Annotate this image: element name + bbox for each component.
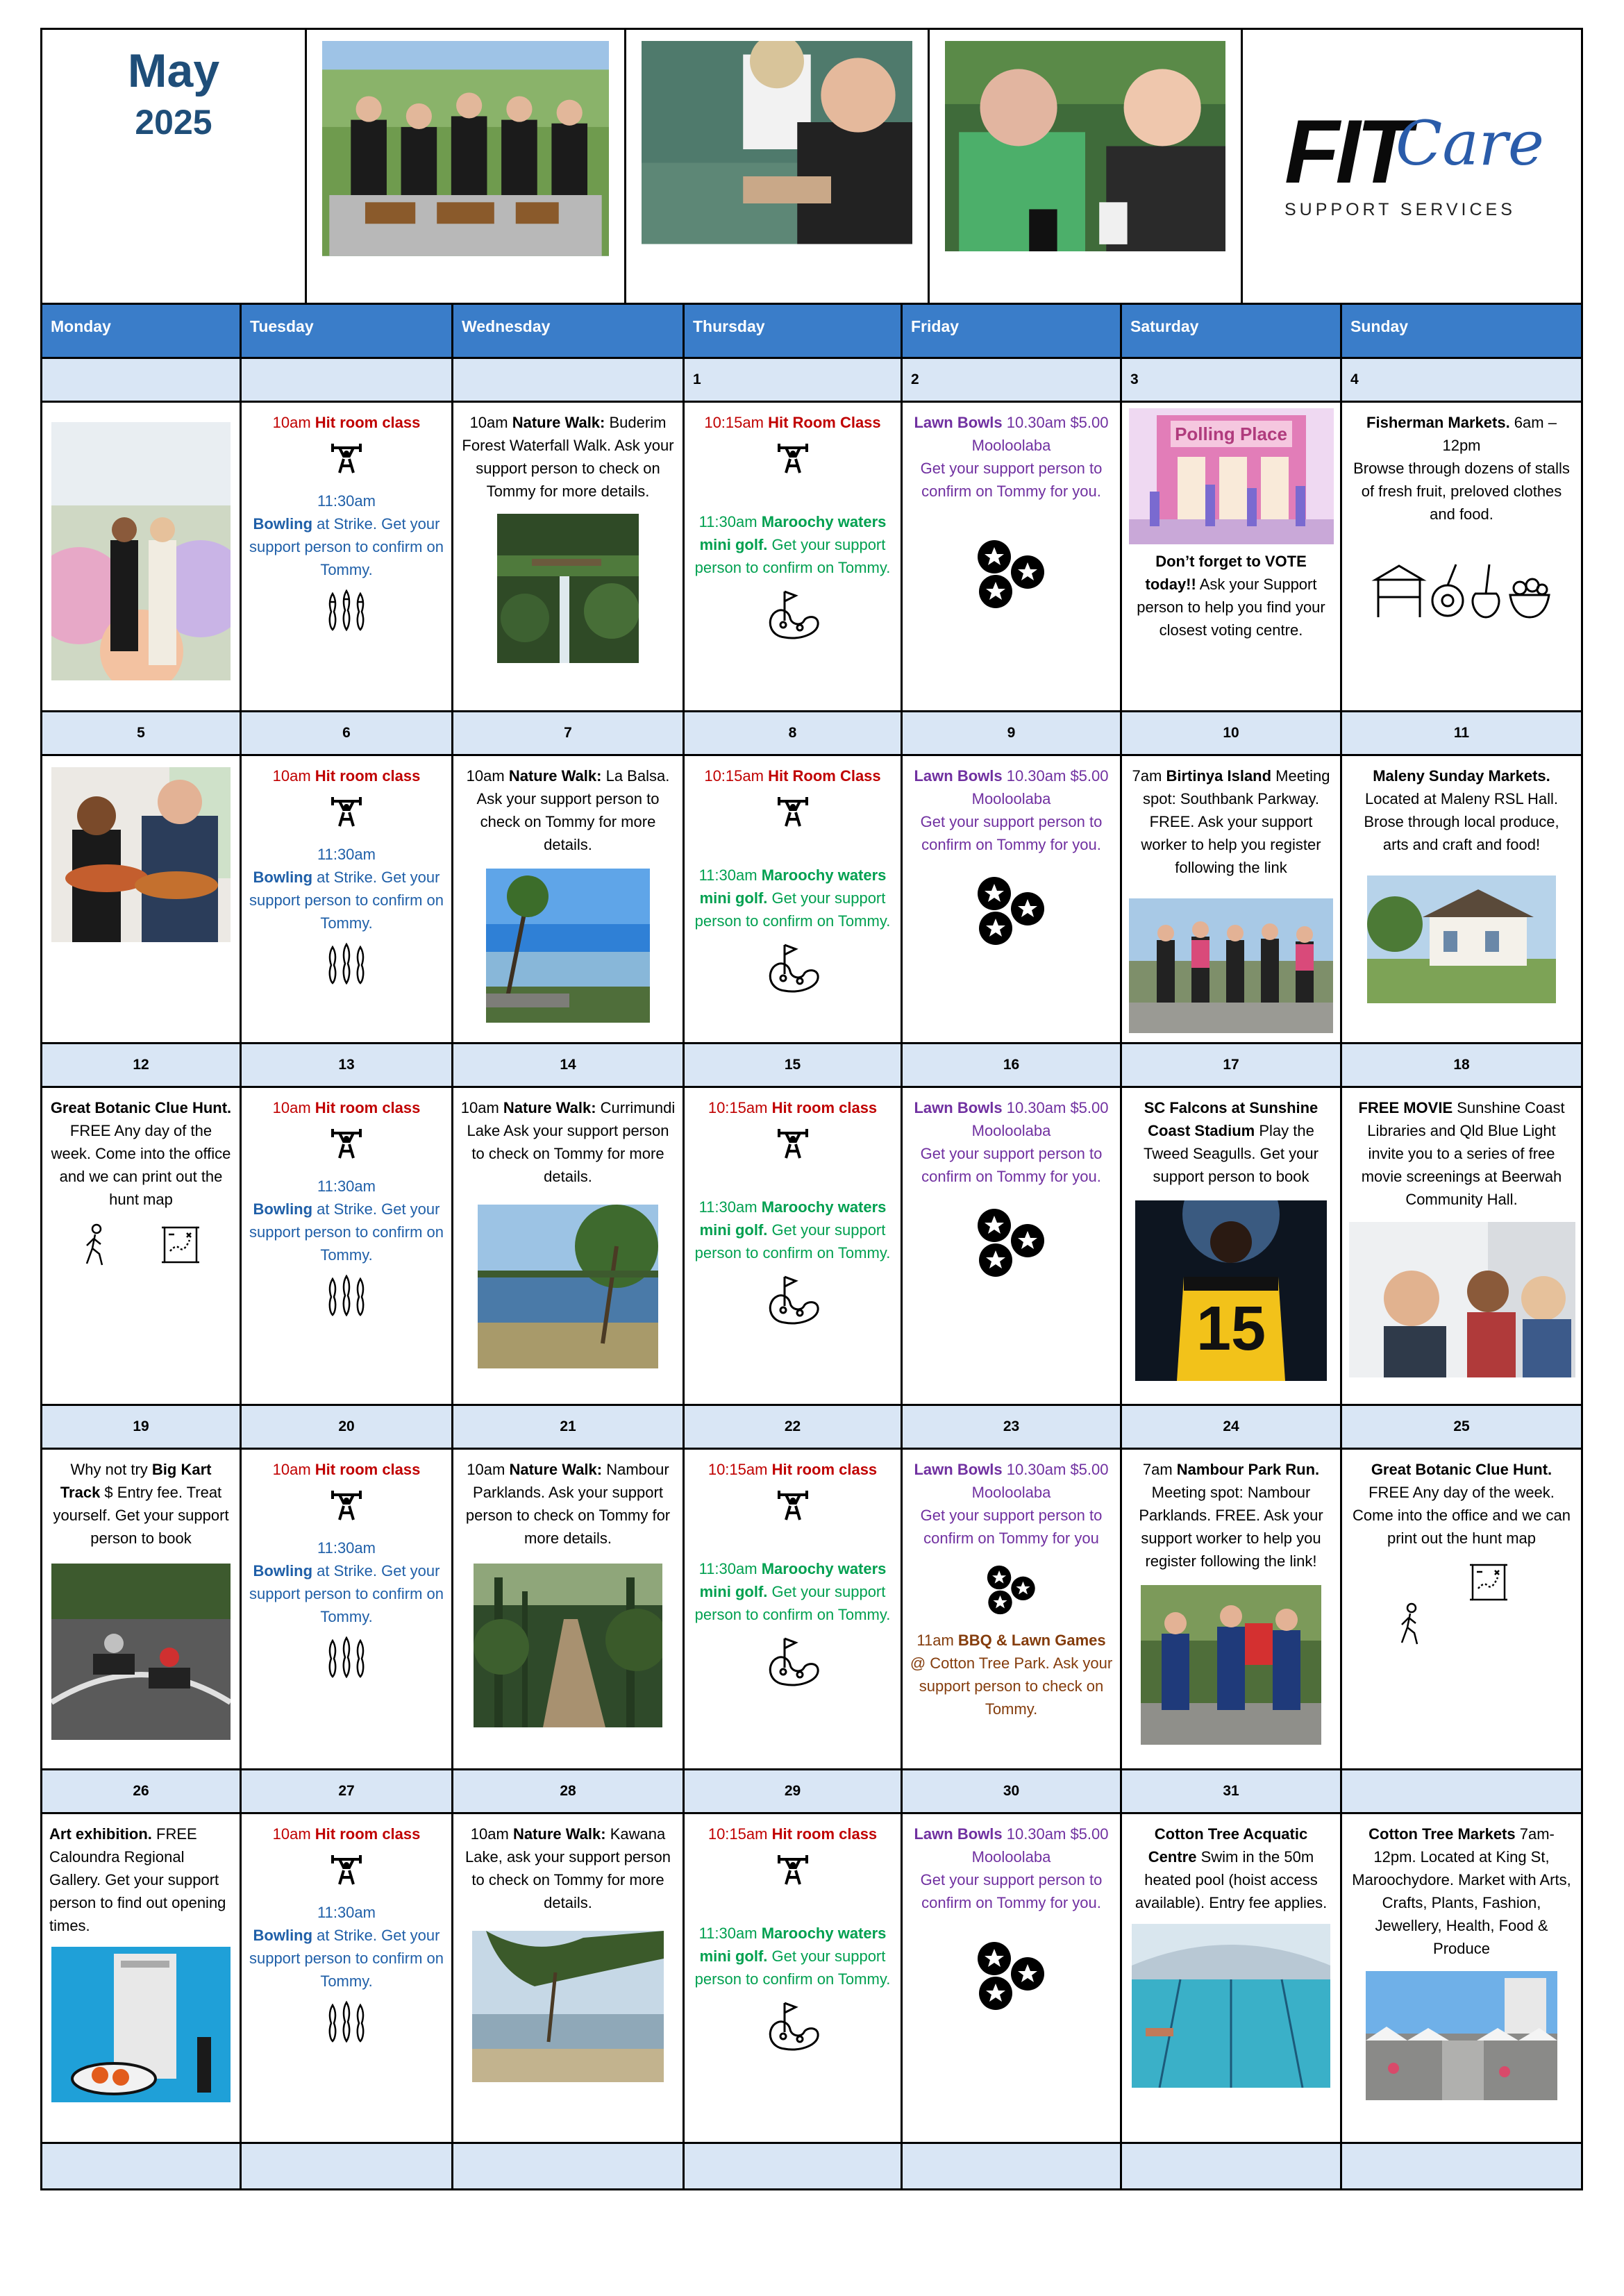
- rugby-player-photo: [1135, 1200, 1327, 1381]
- event-nature-walk: 10am Nature Walk: Currimundi Lake Ask your support person to check on Tommy for more details.: [460, 1099, 676, 1185]
- go-kart-photo: [51, 1564, 231, 1740]
- art-painting-photo: [51, 1947, 231, 2102]
- runners-photo: [1129, 898, 1333, 1033]
- event-bbq-lawn-games: 11am BBQ & Lawn Games @ Cotton Tree Park. Ask your support person to check on Tommy.: [910, 1632, 1113, 1718]
- date-number: 10: [1122, 712, 1342, 754]
- treasure-map-icon: [1467, 1561, 1510, 1604]
- currimundi-lake-photo: [478, 1205, 658, 1368]
- waterfall-photo: [497, 514, 639, 663]
- event-cell-fri: [903, 1088, 1122, 1404]
- date-number: 27: [242, 1770, 453, 1812]
- bowling-pins-icon: [324, 941, 369, 986]
- lawn-bowls-icon: [973, 1206, 1050, 1280]
- event-cell-thu: [685, 1814, 903, 2142]
- event-clue-hunt: Great Botanic Clue Hunt. FREE Any day of the week. Come into the office and we can print out the hunt map: [50, 1099, 232, 1208]
- mini-golf-icon: [764, 586, 822, 642]
- event-nature-walk: 10am Nature Walk: La Balsa. Ask your support person to check on Tommy for more details.: [466, 767, 670, 853]
- event-lawn-bowls: Lawn Bowls 10.30am $5.00 Mooloolaba Get your support person to confirm on Tommy for you.: [914, 1099, 1109, 1185]
- date-number: 22: [685, 1406, 903, 1448]
- mini-golf-icon: [764, 1271, 822, 1327]
- week1-events-row: [42, 403, 1581, 712]
- markets-photo: [1366, 1971, 1557, 2100]
- date-number: 6: [242, 712, 453, 754]
- event-cell-sun: [1342, 1814, 1581, 2142]
- event-cell-fri: [903, 756, 1122, 1042]
- event-bowling: 11:30am Bowling at Strike. Get your support person to confirm on Tommy.: [249, 1904, 444, 1990]
- header-photo-lake: [626, 30, 930, 303]
- event-nambour-park-run: 7am Nambour Park Run. Meeting spot: Nambour Parklands. FREE. Ask your support worker to help you register following the link!: [1139, 1461, 1323, 1570]
- event-mini-golf: 11:30am Maroochy waters mini golf. Get your support person to confirm on Tommy.: [694, 1560, 891, 1623]
- event-cell-fri: [903, 1814, 1122, 2142]
- week2-date-row: [42, 712, 1581, 756]
- event-cell-wed: [453, 1814, 685, 2142]
- date-number: 11: [1453, 725, 1470, 741]
- weightlifter-icon: [328, 794, 365, 830]
- date-number: 16: [903, 1044, 1122, 1086]
- event-art-exhibition: Art exhibition. FREE Caloundra Regional Gallery. Get your support person to find out opening times.: [49, 1825, 226, 1934]
- event-mini-golf: 11:30am Maroochy waters mini golf. Get your support person to confirm on Tommy.: [694, 1925, 891, 1988]
- bowling-pins-icon: [324, 588, 369, 632]
- date-number: 17: [1122, 1044, 1342, 1086]
- lawn-bowls-icon: [973, 874, 1050, 948]
- event-maleny-markets: Maleny Sunday Markets. Located at Maleny RSL Hall. Brose through local produce, arts and craft and food!: [1364, 767, 1559, 853]
- event-aquatic-centre: Cotton Tree Acquatic Centre Swim in the 50m heated pool (hoist access available). Entry fee applies.: [1135, 1825, 1328, 1911]
- date-number: 12: [42, 1044, 242, 1086]
- weekday-saturday: Saturday: [1122, 305, 1342, 357]
- weightlifter-icon: [775, 1852, 811, 1888]
- event-mini-golf: 11:30am Maroochy waters mini golf. Get your support person to confirm on Tommy.: [694, 866, 891, 930]
- event-hit-class: 10:15am Hit room class: [708, 1825, 878, 1843]
- event-cell-wed: [453, 756, 685, 1042]
- weekday-tuesday: Tuesday: [242, 305, 453, 357]
- market-stall-icon: [1371, 559, 1552, 621]
- polling-place-illustration: [1129, 408, 1334, 544]
- event-lawn-bowls: Lawn Bowls 10.30am $5.00 Mooloolaba Get your support person to confirm on Tommy for you: [914, 1461, 1109, 1547]
- event-cell-fri: [903, 1450, 1122, 1768]
- event-cell-mon: [42, 1088, 242, 1404]
- event-hit-class: 10:15am Hit room class: [708, 1461, 878, 1478]
- la-balsa-photo: [486, 869, 650, 1023]
- date-number: 5: [42, 712, 242, 754]
- event-fisherman-markets: Fisherman Markets. 6am – 12pm Browse through dozens of stalls of fresh fruit, preloved clothes and food.: [1353, 414, 1570, 523]
- date-number: 31: [1122, 1770, 1342, 1812]
- event-cell-fri: [903, 403, 1122, 710]
- bowling-pins-icon: [324, 1635, 369, 1679]
- date-number: [453, 359, 685, 401]
- event-cell-thu: [685, 756, 903, 1042]
- event-hit-class: 10am Hit room class: [272, 1461, 421, 1478]
- event-cell-mon: [42, 1814, 242, 2142]
- event-cell-sun: [1342, 403, 1581, 710]
- date-number: 20: [242, 1406, 453, 1448]
- fitcare-logo: [1243, 30, 1581, 303]
- weekday-wednesday: Wednesday: [453, 305, 685, 357]
- event-cell-sat: [1122, 756, 1342, 1042]
- event-hit-class: 10am Hit room class: [272, 414, 421, 431]
- event-vote-reminder: Don’t forget to VOTE today!! Ask your Support person to help you find your closest voting centre.: [1137, 553, 1325, 639]
- event-big-kart: Why not try Big Kart Track $ Entry fee. Treat yourself. Get your support person to book: [53, 1461, 229, 1547]
- kawana-lake-photo: [472, 1931, 664, 2082]
- date-number: 26: [42, 1770, 242, 1812]
- event-cell-sun: [1342, 756, 1581, 1042]
- date-number: 2: [903, 359, 1122, 401]
- date-number: 1: [685, 359, 903, 401]
- weightlifter-icon: [775, 1488, 811, 1524]
- event-clue-hunt: Great Botanic Clue Hunt. FREE Any day of the week. Come into the office and we can print out the hunt map: [1353, 1461, 1571, 1547]
- bowling-pins-icon: [324, 2000, 369, 2044]
- event-nature-walk: 10am Nature Walk: Kawana Lake, ask your support person to check on Tommy for more details.: [465, 1825, 671, 1911]
- walking-person-icon: [80, 1223, 110, 1268]
- date-number: [1342, 1770, 1581, 1812]
- cafe-photo: [945, 41, 1225, 251]
- date-number: 18: [1453, 1057, 1470, 1073]
- event-hit-class: 10:15am Hit Room Class: [704, 414, 881, 431]
- weekday-thursday: Thursday: [685, 305, 903, 357]
- event-hit-class: 10am Hit room class: [272, 1099, 421, 1116]
- team-photo: [322, 41, 609, 256]
- logo-subtitle: SUPPORT SERVICES: [1284, 200, 1516, 219]
- event-mini-golf: 11:30am Maroochy waters mini golf. Get your support person to confirm on Tommy.: [694, 513, 891, 576]
- event-cell-tue: [242, 403, 453, 710]
- event-lawn-bowls: Lawn Bowls 10.30am $5.00 Mooloolaba Get your support person to confirm on Tommy for you.: [914, 414, 1109, 500]
- event-cell-wed: [453, 403, 685, 710]
- week5-date-row: [42, 1770, 1581, 1814]
- header-photo-team: [307, 30, 626, 303]
- event-cell-tue: [242, 756, 453, 1042]
- event-cell-mon: [42, 403, 242, 710]
- weekday-monday: Monday: [42, 305, 242, 357]
- month-title: May: [127, 44, 220, 97]
- calendar-sheet: [40, 28, 1583, 2190]
- walking-person-icon: [1395, 1602, 1425, 1647]
- mini-golf-icon: [764, 1997, 822, 2053]
- lake-photo: [642, 41, 912, 244]
- weightlifter-icon: [328, 1488, 365, 1524]
- flower-wall-photo: [51, 422, 231, 680]
- swimming-pool-photo: [1132, 1924, 1330, 2088]
- event-cell-wed: [453, 1088, 685, 1404]
- event-bowling: 11:30am Bowling at Strike. Get your support person to confirm on Tommy.: [249, 846, 444, 932]
- event-cell-sat: [1122, 1088, 1342, 1404]
- event-cell-wed: [453, 1450, 685, 1768]
- event-hit-class: 10:15am Hit room class: [708, 1099, 878, 1116]
- event-nature-walk: 10am Nature Walk: Buderim Forest Waterfall Walk. Ask your support person to check on Tommy for more details.: [462, 414, 674, 500]
- lawn-bowls-icon: [973, 1939, 1050, 2013]
- maleny-hall-photo: [1367, 875, 1556, 1003]
- event-mini-golf: 11:30am Maroochy waters mini golf. Get your support person to confirm on Tommy.: [694, 1198, 891, 1262]
- week1-date-row: [42, 359, 1581, 403]
- date-number: 19: [42, 1406, 242, 1448]
- logo-fit-text: FIT: [1284, 101, 1407, 202]
- pizza-making-photo: [51, 767, 231, 942]
- date-number: [42, 359, 242, 401]
- date-number: 15: [685, 1044, 903, 1086]
- date-number: 8: [685, 712, 903, 754]
- event-sc-falcons: SC Falcons at Sunshine Coast Stadium Play the Tweed Seagulls. Get your support person to book: [1144, 1099, 1319, 1185]
- event-free-movie: FREE MOVIE Sunshine Coast Libraries and Qld Blue Light invite you to a series of free movie screenings at Beerwah Community Hall.: [1358, 1099, 1565, 1208]
- event-nature-walk: 10am Nature Walk: Nambour Parklands. Ask your support person to check on Tommy for more details.: [465, 1461, 671, 1547]
- header-photo-cafe: [930, 30, 1243, 303]
- date-number: 3: [1122, 359, 1342, 401]
- weekday-header-row: [42, 305, 1581, 359]
- nambour-parklands-photo: [474, 1564, 662, 1727]
- event-cell-thu: [685, 1088, 903, 1404]
- event-cell-sun: [1342, 1088, 1581, 1404]
- date-number: 23: [903, 1406, 1122, 1448]
- event-cell-thu: [685, 403, 903, 710]
- bowling-pins-icon: [324, 1273, 369, 1318]
- week5-events-row: [42, 1814, 1581, 2144]
- movie-night-photo: [1349, 1222, 1575, 1377]
- date-number: [242, 359, 453, 401]
- event-cell-mon: [42, 756, 242, 1042]
- event-bowling: 11:30am Bowling at Strike. Get your support person to confirm on Tommy.: [249, 1539, 444, 1625]
- week3-date-row: [42, 1044, 1581, 1088]
- date-number: 25: [1453, 1418, 1470, 1434]
- date-number: 28: [453, 1770, 685, 1812]
- weightlifter-icon: [775, 794, 811, 830]
- event-bowling: 11:30am Bowling at Strike. Get your support person to confirm on Tommy.: [249, 492, 444, 578]
- event-hit-class: 10am Hit room class: [272, 767, 421, 785]
- trailing-empty-row: [42, 2144, 1581, 2188]
- date-number: 4: [1350, 371, 1359, 387]
- event-cell-thu: [685, 1450, 903, 1768]
- event-cell-mon: [42, 1450, 242, 1768]
- event-cell-sun: [1342, 1450, 1581, 1768]
- week2-events-row: [42, 756, 1581, 1044]
- date-number: 24: [1122, 1406, 1342, 1448]
- lawn-bowls-icon: [984, 1564, 1039, 1616]
- year-title: 2025: [135, 103, 212, 142]
- date-number: 21: [453, 1406, 685, 1448]
- week4-date-row: [42, 1406, 1581, 1450]
- mini-golf-icon: [764, 1633, 822, 1689]
- polling-sign-text: Polling Place: [1175, 424, 1287, 444]
- date-number: 29: [685, 1770, 903, 1812]
- logo-care-text: Care: [1396, 108, 1544, 179]
- date-number: 9: [903, 712, 1122, 754]
- event-cell-tue: [242, 1450, 453, 1768]
- weightlifter-icon: [328, 441, 365, 477]
- weightlifter-icon: [328, 1126, 365, 1162]
- date-number: 13: [242, 1044, 453, 1086]
- event-cell-sat: [1122, 1814, 1342, 2142]
- event-bowling: 11:30am Bowling at Strike. Get your support person to confirm on Tommy.: [249, 1178, 444, 1264]
- calendar-header: [42, 30, 1581, 305]
- event-birtinya-run: 7am Birtinya Island Meeting spot: Southbank Parkway. FREE. Ask your support worker to help you register following the link: [1132, 767, 1330, 876]
- week3-events-row: [42, 1088, 1581, 1406]
- month-box: [42, 30, 307, 303]
- event-lawn-bowls: Lawn Bowls 10.30am $5.00 Mooloolaba Get your support person to confirm on Tommy for you.: [914, 767, 1109, 853]
- weightlifter-icon: [775, 1126, 811, 1162]
- event-cell-tue: [242, 1088, 453, 1404]
- event-cotton-tree-markets: Cotton Tree Markets 7am-12pm. Located at King St, Maroochydore. Market with Arts, Crafts, Plants, Fashion, Jewellery, Health, Food & Produce: [1352, 1825, 1571, 1957]
- date-number: 14: [453, 1044, 685, 1086]
- date-number: 30: [903, 1770, 1122, 1812]
- treasure-map-icon: [159, 1223, 202, 1266]
- weightlifter-icon: [775, 441, 811, 477]
- event-hit-class: 10:15am Hit Room Class: [704, 767, 881, 785]
- event-cell-tue: [242, 1814, 453, 2142]
- jersey-number: 15: [1196, 1294, 1266, 1364]
- date-number: 7: [453, 712, 685, 754]
- lawn-bowls-icon: [973, 537, 1050, 611]
- weekday-friday: Friday: [903, 305, 1122, 357]
- park-run-photo: [1141, 1585, 1321, 1745]
- event-lawn-bowls: Lawn Bowls 10.30am $5.00 Mooloolaba Get your support person to confirm on Tommy for you.: [914, 1825, 1109, 1911]
- event-cell-sat: [1122, 403, 1342, 710]
- week4-events-row: [42, 1450, 1581, 1770]
- mini-golf-icon: [764, 939, 822, 995]
- weightlifter-icon: [328, 1852, 365, 1888]
- event-cell-sat: [1122, 1450, 1342, 1768]
- weekday-sunday: Sunday: [1350, 317, 1409, 335]
- event-hit-class: 10am Hit room class: [272, 1825, 421, 1843]
